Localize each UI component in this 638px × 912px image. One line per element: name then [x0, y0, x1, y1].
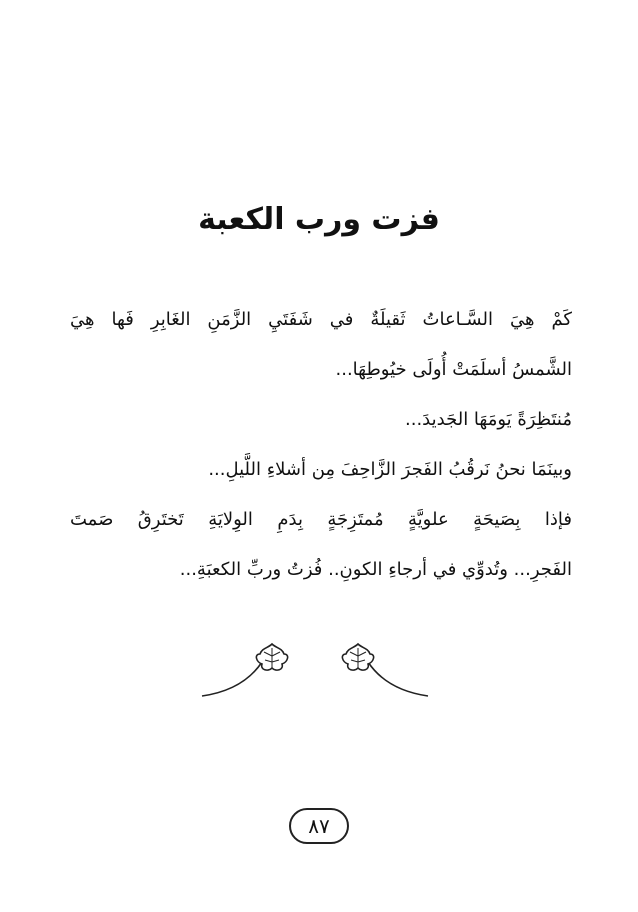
page-title: فزت ورب الكعبة	[198, 202, 440, 237]
page-number: ٨٧	[289, 808, 349, 844]
poem-line-4: وبينَمَا نحنُ نَرقُبُ الفَجرَ الزَّاحِفَ مِن أشلاءِ اللَّيلِ...	[208, 459, 572, 480]
poem-line-2: الشَّمسُ أسلَمَتْ أُولَى خيُوطِهَا...	[335, 359, 572, 380]
poem-body	[70, 300, 572, 600]
poem-line-3: مُنتَظِرَةً يَومَهَا الجَديدَ...	[405, 409, 572, 430]
leaf-ornament-right-icon	[330, 640, 430, 700]
poem-line-6: الفَجرِ... وتُدوِّي في أرجاءِ الكونِ.. فُزتُ وربِّ الكعبَةِ...	[179, 559, 572, 580]
leaf-ornament-left-icon	[200, 640, 300, 700]
poem-line-5: فإذا بِصَيحَةٍ علويَّةٍ مُمتَزِجَةٍ بِدَمِ الوِلايَةِ تَختَرِقُ صَمتَ	[70, 509, 572, 530]
poem-line-1: كَمْ هِيَ السَّـاعاتُ ثَقيلَةٌ في شَفَتَيِ الزَّمَنِ الغَابِرِ فَها هِيَ	[70, 309, 572, 330]
